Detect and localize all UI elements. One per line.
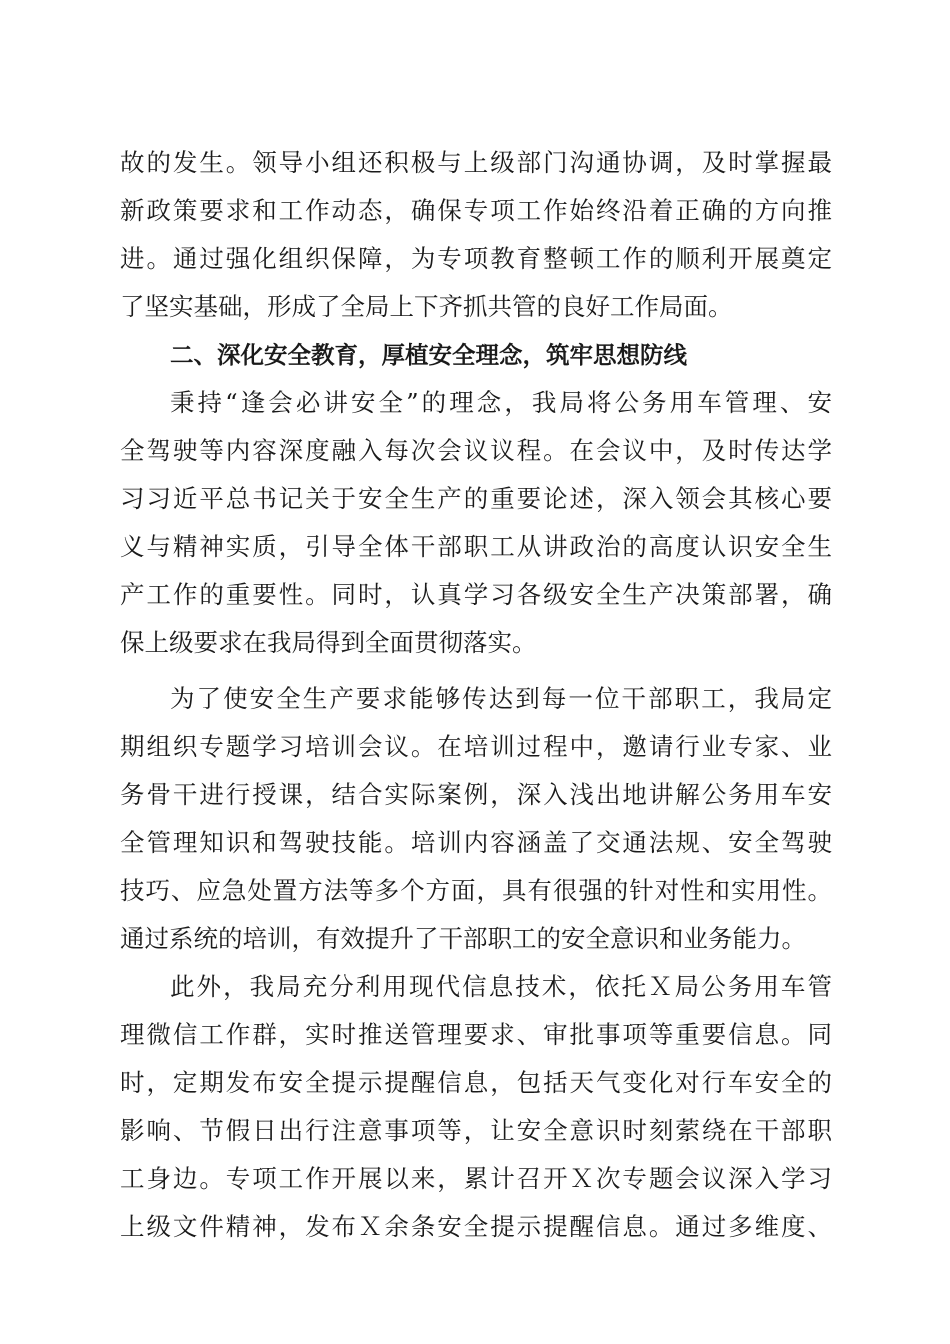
text-line: 进。通过强化组织保障，为专项教育整顿工作的顺利开展奠定 — [120, 244, 832, 273]
document-body — [120, 139, 832, 1251]
text-line: 秉持“逢会必讲安全”的理念，我局将公务用车管理、安 — [170, 388, 832, 417]
text-line: 义与精神实质，引导全体干部职工从讲政治的高度认识安全生 — [120, 532, 832, 561]
heading-text: 二、深化安全教育，厚植安全理念，筑牢思想防线 — [170, 341, 687, 369]
paragraph-spacer — [120, 667, 832, 675]
text-line: 工身边。专项工作开展以来，累计召开Ｘ次专题会议深入学习 — [120, 1164, 832, 1193]
text-line: 为了使安全生产要求能够传达到每一位干部职工，我局定 — [170, 684, 832, 713]
text-line: 理微信工作群，实时推送管理要求、审批事项等重要信息。同 — [120, 1020, 832, 1049]
text-line: 务骨干进行授课，结合实际案例，深入浅出地讲解公务用车安 — [120, 780, 832, 809]
text-line: 保上级要求在我局得到全面贯彻落实。 — [120, 628, 537, 657]
text-line: 通过系统的培训，有效提升了干部职工的安全意识和业务能力。 — [120, 924, 806, 953]
paragraph — [120, 379, 832, 667]
text-line: 上级文件精神，发布Ｘ余条安全提示提醒信息。通过多维度、 — [120, 1212, 832, 1241]
text-line: 期组织专题学习培训会议。在培训过程中，邀请行业专家、业 — [120, 732, 832, 761]
paragraph — [120, 675, 832, 963]
text-line: 影响、节假日出行注意事项等，让安全意识时刻萦绕在干部职 — [120, 1116, 832, 1145]
text-line: 习习近平总书记关于安全生产的重要论述，深入领会其核心要 — [120, 484, 832, 513]
section-heading — [120, 331, 832, 379]
text-line: 了坚实基础，形成了全局上下齐抓共管的良好工作局面。 — [120, 292, 733, 321]
text-line: 故的发生。领导小组还积极与上级部门沟通协调，及时掌握最 — [120, 148, 832, 177]
text-line: 技巧、应急处置方法等多个方面，具有很强的针对性和实用性。 — [120, 876, 832, 905]
text-line: 新政策要求和工作动态，确保专项工作始终沿着正确的方向推 — [120, 196, 832, 225]
text-line: 时，定期发布安全提示提醒信息，包括天气变化对行车安全的 — [120, 1068, 832, 1097]
text-line: 全驾驶等内容深度融入每次会议议程。在会议中，及时传达学 — [120, 436, 832, 465]
text-line: 产工作的重要性。同时，认真学习各级安全生产决策部署，确 — [120, 580, 832, 609]
text-line: 全管理知识和驾驶技能。培训内容涵盖了交通法规、安全驾驶 — [120, 828, 832, 857]
paragraph — [120, 963, 832, 1251]
text-line: 此外，我局充分利用现代信息技术，依托Ｘ局公务用车管 — [170, 972, 832, 1001]
paragraph-continuation — [120, 139, 832, 331]
